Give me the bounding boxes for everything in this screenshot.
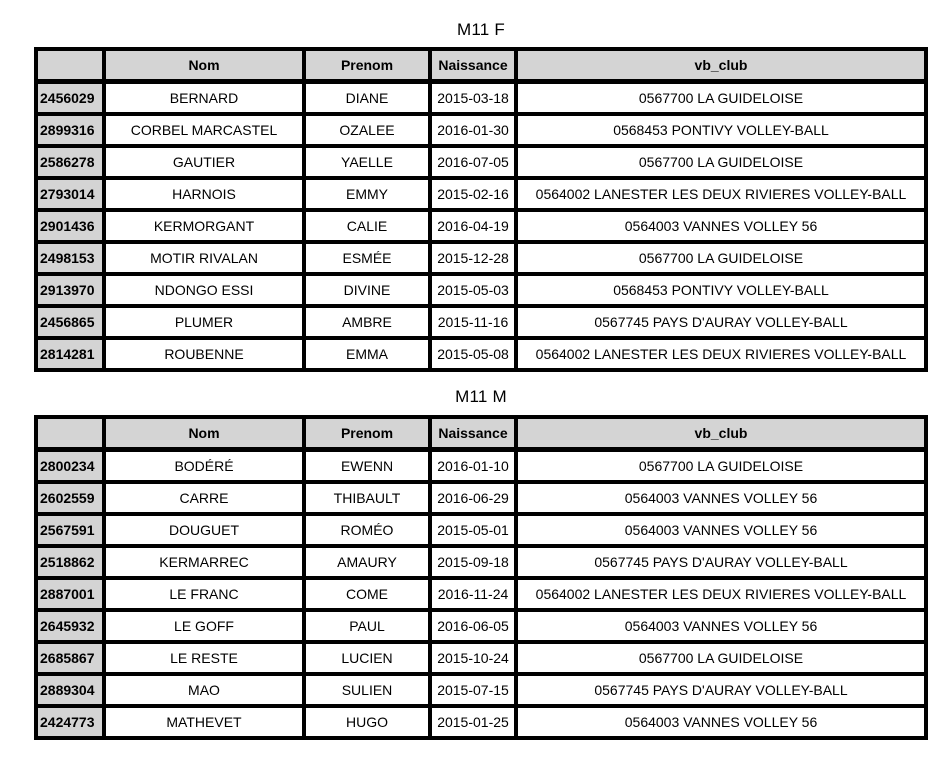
nom-cell: BODÉRÉ: [104, 450, 304, 482]
header-row: [36, 417, 926, 450]
licence-cell: 2814281: [36, 338, 104, 370]
naissance-cell: 2015-05-08: [430, 338, 516, 370]
naissance-cell: 2015-02-16: [430, 178, 516, 210]
table-row: [36, 82, 926, 114]
licence-cell: 2901436: [36, 210, 104, 242]
vb-club-cell: 0567745 PAYS D'AURAY VOLLEY-BALL: [516, 546, 926, 578]
table-row: [36, 242, 926, 274]
table-row: [36, 306, 926, 338]
vb-club-cell: 0567745 PAYS D'AURAY VOLLEY-BALL: [516, 674, 926, 706]
table-body: [36, 82, 926, 370]
prenom-cell: AMBRE: [304, 306, 430, 338]
vb-club-cell: 0564003 VANNES VOLLEY 56: [516, 706, 926, 738]
naissance-cell: 2016-01-10: [430, 450, 516, 482]
prenom-cell: EMMY: [304, 178, 430, 210]
licence-cell: 2887001: [36, 578, 104, 610]
nom-cell: KERMARREC: [104, 546, 304, 578]
header-licence: [36, 49, 104, 82]
naissance-cell: 2015-11-16: [430, 306, 516, 338]
licence-cell: 2913970: [36, 274, 104, 306]
nom-cell: MATHEVET: [104, 706, 304, 738]
prenom-cell: CALIE: [304, 210, 430, 242]
nom-cell: KERMORGANT: [104, 210, 304, 242]
naissance-cell: 2016-11-24: [430, 578, 516, 610]
nom-cell: CARRE: [104, 482, 304, 514]
prenom-cell: AMAURY: [304, 546, 430, 578]
naissance-cell: 2015-07-15: [430, 674, 516, 706]
vb-club-cell: 0568453 PONTIVY VOLLEY-BALL: [516, 274, 926, 306]
prenom-cell: DIANE: [304, 82, 430, 114]
header-naissance: Naissance: [430, 417, 516, 450]
table-row: [36, 706, 926, 738]
table-row: [36, 610, 926, 642]
vb-club-cell: 0567700 LA GUIDELOISE: [516, 642, 926, 674]
header-prenom: Prenom: [304, 49, 430, 82]
naissance-cell: 2015-10-24: [430, 642, 516, 674]
header-nom: Nom: [104, 417, 304, 450]
prenom-cell: EWENN: [304, 450, 430, 482]
vb-club-cell: 0564003 VANNES VOLLEY 56: [516, 482, 926, 514]
prenom-cell: DIVINE: [304, 274, 430, 306]
prenom-cell: COME: [304, 578, 430, 610]
nom-cell: MOTIR RIVALAN: [104, 242, 304, 274]
section-title-m11m: M11 M: [455, 387, 507, 406]
licence-cell: 2518862: [36, 546, 104, 578]
licence-cell: 2645932: [36, 610, 104, 642]
nom-cell: GAUTIER: [104, 146, 304, 178]
header-prenom: Prenom: [304, 417, 430, 450]
table-row: [36, 578, 926, 610]
table-row: [36, 178, 926, 210]
roster-table-m11m: [34, 415, 928, 740]
table-row: [36, 274, 926, 306]
licence-cell: 2889304: [36, 674, 104, 706]
table-row: [36, 674, 926, 706]
vb-club-cell: 0567700 LA GUIDELOISE: [516, 82, 926, 114]
naissance-cell: 2016-06-05: [430, 610, 516, 642]
vb-club-cell: 0564002 LANESTER LES DEUX RIVIERES VOLLEY-BALL: [516, 578, 926, 610]
nom-cell: NDONGO ESSI: [104, 274, 304, 306]
naissance-cell: 2015-12-28: [430, 242, 516, 274]
table-row: [36, 642, 926, 674]
table-row: [36, 450, 926, 482]
table-row: [36, 514, 926, 546]
vb-club-cell: 0564003 VANNES VOLLEY 56: [516, 514, 926, 546]
vb-club-cell: 0564003 VANNES VOLLEY 56: [516, 610, 926, 642]
licence-cell: 2456865: [36, 306, 104, 338]
prenom-cell: ROMÉO: [304, 514, 430, 546]
prenom-cell: EMMA: [304, 338, 430, 370]
naissance-cell: 2015-03-18: [430, 82, 516, 114]
nom-cell: HARNOIS: [104, 178, 304, 210]
vb-club-cell: 0567700 LA GUIDELOISE: [516, 242, 926, 274]
naissance-cell: 2016-06-29: [430, 482, 516, 514]
nom-cell: LE GOFF: [104, 610, 304, 642]
naissance-cell: 2015-09-18: [430, 546, 516, 578]
prenom-cell: YAELLE: [304, 146, 430, 178]
licence-cell: 2498153: [36, 242, 104, 274]
naissance-cell: 2016-04-19: [430, 210, 516, 242]
nom-cell: ROUBENNE: [104, 338, 304, 370]
licence-cell: 2602559: [36, 482, 104, 514]
table-row: [36, 146, 926, 178]
licence-cell: 2456029: [36, 82, 104, 114]
naissance-cell: 2016-07-05: [430, 146, 516, 178]
table-body: [36, 450, 926, 738]
vb-club-cell: 0567745 PAYS D'AURAY VOLLEY-BALL: [516, 306, 926, 338]
table-row: [36, 114, 926, 146]
prenom-cell: HUGO: [304, 706, 430, 738]
licence-cell: 2567591: [36, 514, 104, 546]
licence-cell: 2586278: [36, 146, 104, 178]
licence-cell: 2793014: [36, 178, 104, 210]
nom-cell: LE FRANC: [104, 578, 304, 610]
table-row: [36, 546, 926, 578]
naissance-cell: 2016-01-30: [430, 114, 516, 146]
prenom-cell: OZALEE: [304, 114, 430, 146]
roster-table-m11f: [34, 47, 928, 372]
nom-cell: PLUMER: [104, 306, 304, 338]
vb-club-cell: 0564002 LANESTER LES DEUX RIVIERES VOLLEY-BALL: [516, 178, 926, 210]
naissance-cell: 2015-05-01: [430, 514, 516, 546]
naissance-cell: 2015-01-25: [430, 706, 516, 738]
nom-cell: MAO: [104, 674, 304, 706]
nom-cell: DOUGUET: [104, 514, 304, 546]
prenom-cell: THIBAULT: [304, 482, 430, 514]
licence-cell: 2685867: [36, 642, 104, 674]
nom-cell: BERNARD: [104, 82, 304, 114]
vb-club-cell: 0564003 VANNES VOLLEY 56: [516, 210, 926, 242]
prenom-cell: ESMÉE: [304, 242, 430, 274]
header-naissance: Naissance: [430, 49, 516, 82]
vb-club-cell: 0567700 LA GUIDELOISE: [516, 146, 926, 178]
header-vb-club: vb_club: [516, 49, 926, 82]
licence-cell: 2800234: [36, 450, 104, 482]
section-title-m11f: M11 F: [457, 20, 505, 39]
header-vb-club: vb_club: [516, 417, 926, 450]
table-row: [36, 210, 926, 242]
header-row: [36, 49, 926, 82]
naissance-cell: 2015-05-03: [430, 274, 516, 306]
vb-club-cell: 0564002 LANESTER LES DEUX RIVIERES VOLLEY-BALL: [516, 338, 926, 370]
licence-cell: 2424773: [36, 706, 104, 738]
header-licence: [36, 417, 104, 450]
vb-club-cell: 0568453 PONTIVY VOLLEY-BALL: [516, 114, 926, 146]
table-row: [36, 338, 926, 370]
nom-cell: CORBEL MARCASTEL: [104, 114, 304, 146]
licence-cell: 2899316: [36, 114, 104, 146]
nom-cell: LE RESTE: [104, 642, 304, 674]
prenom-cell: PAUL: [304, 610, 430, 642]
prenom-cell: LUCIEN: [304, 642, 430, 674]
header-nom: Nom: [104, 49, 304, 82]
vb-club-cell: 0567700 LA GUIDELOISE: [516, 450, 926, 482]
prenom-cell: SULIEN: [304, 674, 430, 706]
table-row: [36, 482, 926, 514]
